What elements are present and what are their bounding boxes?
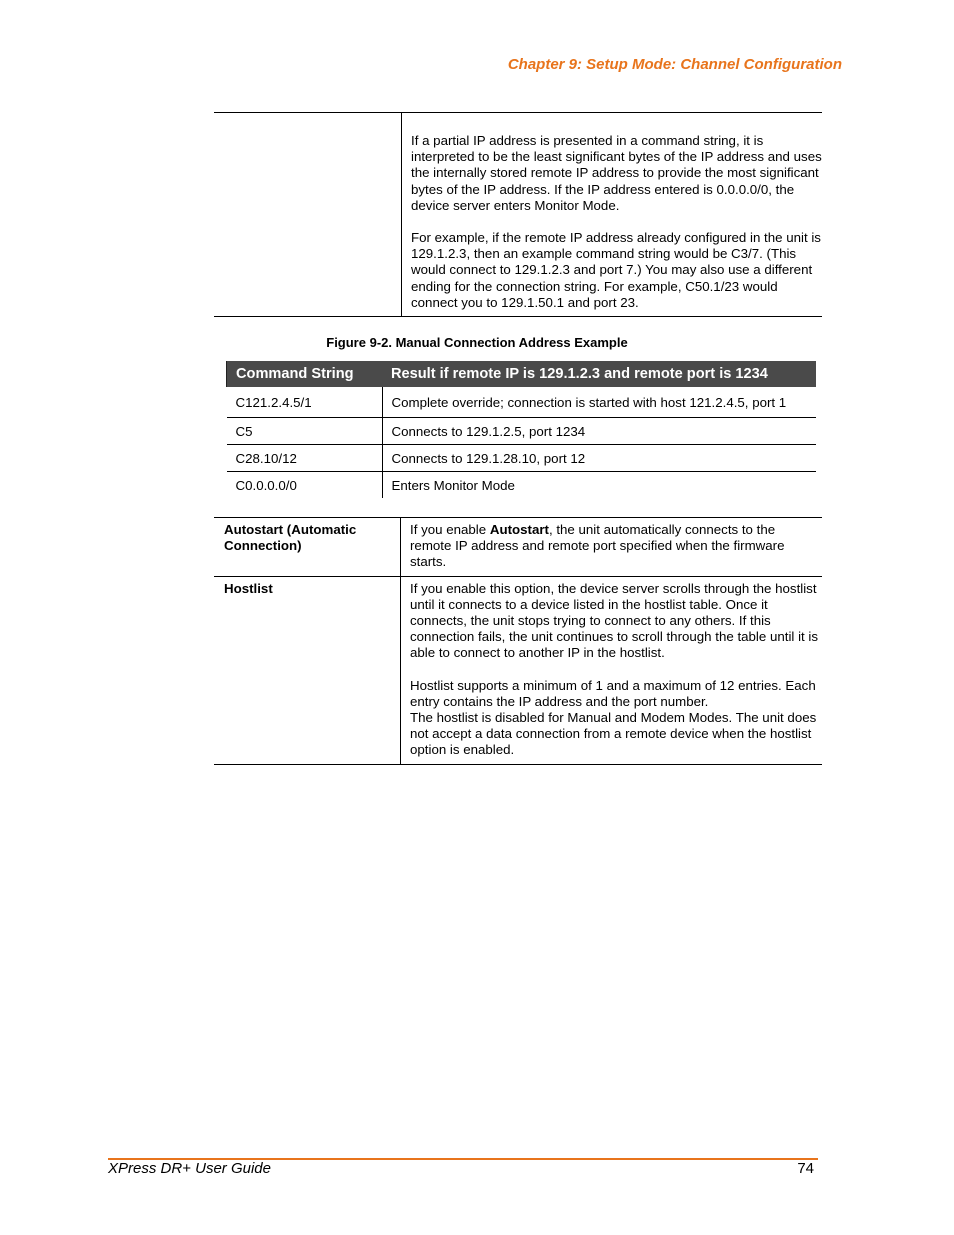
option-name: Hostlist	[214, 576, 401, 764]
hostlist-paragraph: Hostlist supports a minimum of 1 and a maximum of 12 entries. Each entry contains the IP address and the port number.	[410, 677, 816, 709]
options-table	[214, 517, 822, 765]
example-paragraph: For example, if the remote IP address already configured in the unit is 129.1.2.3, then an example command string would be C3/7. (This would connect to 129.1.2.3 and port 7.) You may also use a different ending for the connection string. For example, C50.1/23 would connect you to 129.1.50.1 and port 23.	[411, 230, 821, 310]
table-header-row	[227, 361, 817, 387]
result-cell: Connects to 129.1.2.5, port 1234	[382, 418, 816, 445]
header-result: Result if remote IP is 129.1.2.3 and remote port is 1234	[382, 361, 816, 387]
table-row	[227, 445, 817, 472]
page-number: 74	[797, 1160, 814, 1177]
desc-text: If you enable	[410, 522, 490, 537]
hostlist-paragraph: If you enable this option, the device server scrolls through the hostlist until it connects to a device listed in the hostlist table. Once it connects, the unit stops trying to connect to any others. If this connection fails, the unit continues to scroll through the table until it is able to connect to another IP in the hostlist.	[410, 580, 819, 661]
partial-ip-paragraph: If a partial IP address is presented in a command string, it is interpreted to be the least significant bytes of the IP address and uses the internally stored remote IP address to provide the most significant bytes of the IP address. If the IP address entered is 0.0.0.0/0, the device server enters Monitor Mode.	[411, 133, 822, 213]
option-row-hostlist	[214, 576, 822, 764]
desc-bold-term: Autostart	[489, 522, 549, 537]
desc-text: , the unit automatically connects to the remote IP address and remote port specified when the firmware starts.	[410, 522, 785, 570]
option-name: Autostart (Automatic Connection)	[214, 518, 401, 577]
table-row	[227, 387, 817, 418]
result-cell: Enters Monitor Mode	[391, 477, 515, 493]
option-description	[401, 518, 823, 577]
continuation-text-cell	[402, 113, 823, 317]
result-cell: Connects to 129.1.28.10, port 12	[382, 445, 816, 472]
result-cell: Complete override; connection is started with host 121.2.4.5, port 1	[382, 387, 816, 418]
continuation-empty-cell	[214, 113, 402, 317]
command-cell: C121.2.4.5/1	[227, 387, 383, 418]
figure-caption: Figure 9-2. Manual Connection Address Example	[326, 335, 628, 350]
chapter-header: Chapter 9: Setup Mode: Channel Configuration	[507, 56, 842, 73]
table-row	[227, 472, 817, 499]
footer-title: XPress DR+ User Guide	[108, 1160, 271, 1177]
option-row-autostart	[214, 518, 822, 577]
hostlist-paragraph: The hostlist is disabled for Manual and Modem Modes. The unit does not accept a data connection from a remote device when the hostlist option is enabled.	[410, 710, 817, 758]
command-string-table	[226, 361, 816, 498]
command-cell: C28.10/12	[227, 445, 383, 472]
command-cell: C0.0.0.0/0	[227, 472, 383, 499]
header-command-string: Command String	[227, 361, 383, 387]
continuation-table	[214, 112, 822, 317]
option-description	[401, 576, 823, 764]
table-row	[227, 418, 817, 445]
command-cell: C5	[227, 418, 383, 445]
